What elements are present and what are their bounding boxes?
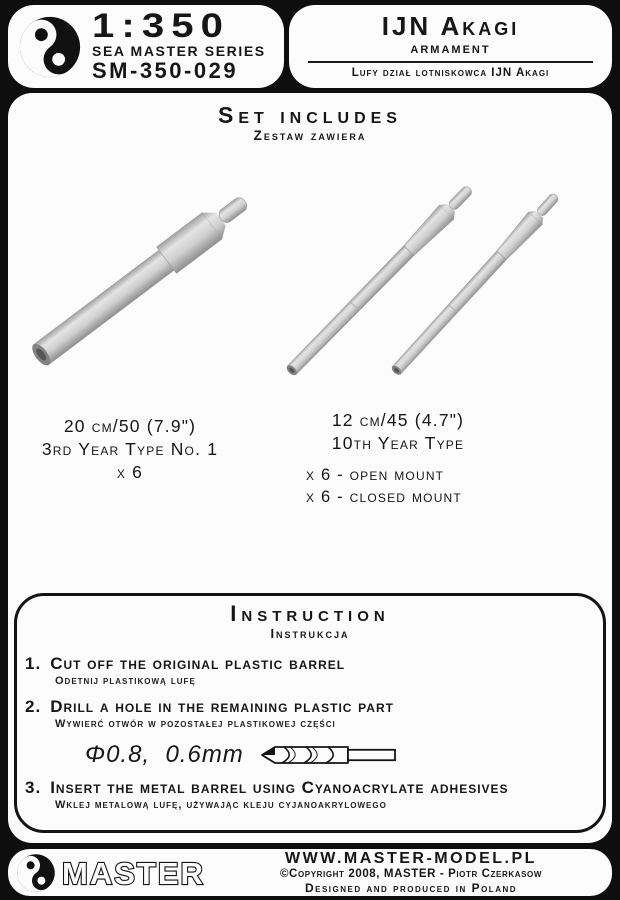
product-subtitle: armament — [410, 40, 491, 57]
master-logotype — [60, 854, 220, 892]
brand-series: SEA MASTER SERIES — [92, 42, 266, 59]
brand-box — [8, 5, 284, 88]
barrel-20cm-illustration — [26, 188, 254, 371]
instruction-steps — [21, 654, 599, 812]
caption-line: 3rd Year Type No. 1 — [41, 439, 219, 459]
caption-quantity: x 6 - closed mount — [306, 488, 462, 506]
step-text-pl: Wklej metalową lufę, używając kleju cyjanoakrylowego — [55, 799, 387, 811]
drill-diameter-note: Φ0.8, 0.6mm — [85, 741, 244, 768]
barrel-12cm-open-illustration — [282, 181, 477, 379]
quantity-block — [298, 464, 498, 508]
set-includes-subheading: Zestaw zawiera — [253, 128, 367, 143]
step-text-en: Cut off the original plastic barrel — [50, 654, 346, 673]
main-panel — [8, 93, 612, 843]
instruction-step — [25, 778, 595, 812]
title-divider — [308, 61, 592, 63]
instruction-step — [25, 697, 595, 731]
footer-origin: Designed and produced in Poland — [304, 881, 518, 895]
caption-line: 10th Year Type — [331, 433, 465, 453]
product-code: SM-350-029 — [92, 57, 239, 83]
footer-panel — [8, 849, 612, 896]
barrel-12cm-caption — [298, 409, 498, 508]
step-number: 2. — [25, 697, 42, 716]
step-text-en: Insert the metal barrel using Cyanoacrylate adhesives — [50, 778, 509, 797]
set-includes-heading: Set includes — [218, 102, 402, 128]
master-swirl-logo-icon — [16, 853, 56, 893]
brand-scale: 1:350 — [92, 6, 231, 45]
instruction-step — [25, 654, 595, 688]
barrel-12cm-closed-illustration — [387, 189, 563, 379]
master-swirl-logo-icon — [18, 15, 82, 79]
product-subtitle-pl: Lufy dział lotniskowca IJN Akagi — [351, 67, 550, 79]
caption-line: 20 cm/50 (7.9") — [63, 416, 197, 436]
instruction-heading: Instruction — [230, 601, 390, 626]
step-number: 1. — [25, 654, 42, 673]
caption-quantity: x 6 - open mount — [306, 466, 445, 484]
caption-quantity: x 6 — [116, 462, 144, 482]
drill-bit-icon — [260, 742, 398, 768]
footer-website: WWW.MASTER-MODEL.PL — [285, 850, 537, 867]
step-text-pl: Odetnij plastikową lufę — [55, 675, 196, 687]
step-number: 3. — [25, 778, 42, 797]
barrel-20cm-caption — [22, 415, 238, 484]
footer-copyright: ©Copyright 2008, MASTER - Piotr Czerkasow — [279, 868, 543, 880]
footer-brand-text: MASTER — [62, 855, 205, 891]
instruction-panel — [14, 593, 606, 833]
title-box — [289, 5, 612, 88]
drill-size-row — [85, 740, 595, 770]
caption-line: 12 cm/45 (4.7") — [331, 410, 465, 430]
brand-text — [92, 6, 266, 83]
instruction-subheading: Instrukcja — [270, 626, 350, 641]
footer-text — [220, 850, 602, 895]
step-text-en: Drill a hole in the remaining plastic part — [50, 697, 394, 716]
step-text-pl: Wywierć otwór w pozostałej plastikowej części — [55, 718, 336, 730]
product-title: IJN Akagi — [381, 11, 520, 41]
